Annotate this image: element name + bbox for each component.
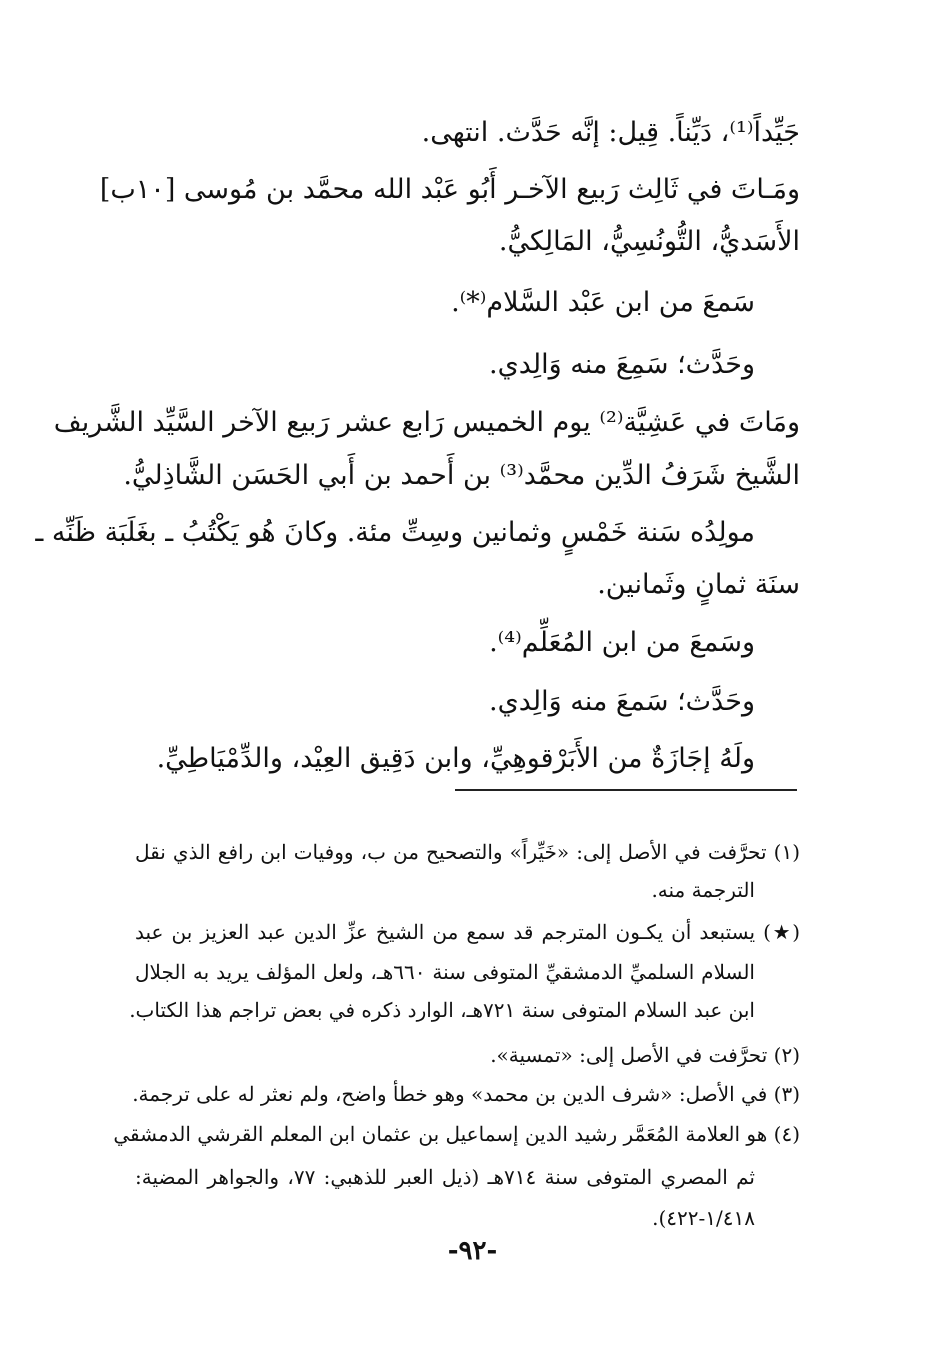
footnote-4-line-2: ثم المصري المتوفى سنة ٧١٤هـ (ذيل العبر للذهبي: ٧٧، والجواهر المضية: bbox=[135, 1165, 755, 1189]
text-line-4: سَمعَ من ابن عَبْد السَّلام⁽*⁾. bbox=[451, 287, 755, 318]
footnote-4-line-1: (٤) هو العلامة المُعَمَّر رشيد الدين إسماعيل بن عثمان ابن المعلم القرشي الدمشقي bbox=[113, 1122, 800, 1146]
text-line-7: الشَّيخ شَرَفُ الدِّين محمَّد⁽³⁾ بن أَحمد بن أَبي الحَسَن الشَّاذِليُّ. bbox=[123, 460, 800, 491]
footnote-star-line-1: (★) يستبعد أن يكـون المترجم قد سمع من الشيخ عزِّ الدين عبد العزيز بن عبد bbox=[135, 920, 800, 944]
text-line-1: جَيِّداً⁽¹⁾، دَيِّناً. قِيل: إنَّه حَدَّث. انتهى. bbox=[421, 117, 800, 148]
footnote-1-line-1: (١) تحرَّفت في الأصل إلى: «خَيِّراً» والتصحيح من ب، ووفيات ابن رافع الذي نقل bbox=[135, 840, 800, 864]
footnote-4-line-3: ١/٤١٨-٤٢٢). bbox=[652, 1206, 755, 1230]
text-line-12: ولَهُ إجَازَةٌ من الأَبَرْقوهِيِّ، وابن دَقِيق العِيْد، والدِّمْيَاطِيِّ. bbox=[156, 743, 755, 774]
text-line-10: وسَمعَ من ابن المُعَلِّم⁽⁴⁾. bbox=[489, 627, 755, 658]
text-line-2: ومَـاتَ في ثَالِث رَبيع الآخـر أَبُو عَبْد الله محمَّد بن مُوسى [١٠ب] bbox=[99, 174, 800, 205]
text-line-5: وحَدَّث؛ سَمِعَ منه وَالِدي. bbox=[489, 349, 755, 380]
text-line-3: الأَسَديُّ، التُّونُسِيُّ، المَالِكيُّ. bbox=[498, 226, 800, 257]
footnote-star-line-3: ابن عبد السلام المتوفى سنة ٧٢١هـ، الوارد ذكره في بعض تراجم هذا الكتاب. bbox=[129, 998, 755, 1022]
footnote-3: (٣) في الأصل: «شرف الدين بن محمد» وهو خطأ واضح، ولم نعثر له على ترجمة. bbox=[132, 1082, 800, 1106]
footnote-1-line-2: الترجمة منه. bbox=[651, 878, 755, 902]
text-line-6: ومَاتَ في عَشِيَّة⁽²⁾ يوم الخميس رَابع عشر رَبيع الآخر السَّيِّد الشَّريف bbox=[53, 407, 800, 438]
page-number: -٩٢- bbox=[447, 1236, 498, 1266]
footnote-separator bbox=[455, 789, 797, 791]
footnote-star-line-2: السلام السلميِّ الدمشقيِّ المتوفى سنة ٦٦٠هـ، ولعل المؤلف يريد به الجلال bbox=[135, 960, 755, 984]
text-line-8: مولِدُه سَنة خَمْسٍ وثمانين وسِتِّ مئة. وكانَ هُو يَكْتُبُ ـ بغَلَبَة ظَنِّه ـ bbox=[35, 517, 755, 548]
footnote-2: (٢) تحرَّفت في الأصل إلى: «تمسية». bbox=[490, 1043, 800, 1067]
text-line-9: سنَة ثمانٍ وثَمانين. bbox=[597, 569, 800, 600]
text-line-11: وحَدَّث؛ سَمعَ منه وَالِدي. bbox=[489, 686, 755, 717]
